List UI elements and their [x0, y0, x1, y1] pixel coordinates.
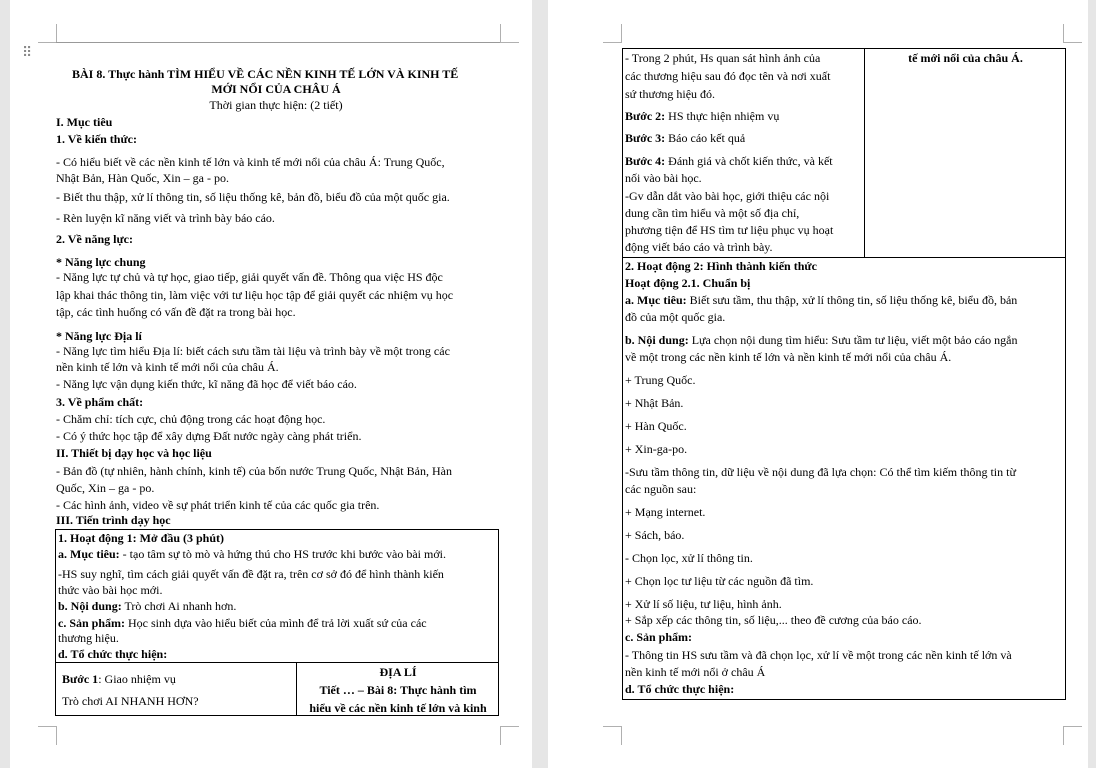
table-divider: [864, 48, 865, 258]
activity1-heading: 1. Hoạt động 1: Mở đầu (3 phút): [58, 531, 225, 545]
drag-handle-icon[interactable]: ⠿: [22, 45, 34, 61]
step4-label: Bước 4:: [625, 154, 666, 168]
list-item: + Xử lí số liệu, tư liệu, hình ảnh.: [625, 597, 782, 611]
step1-text: : Giao nhiệm vụ: [98, 672, 176, 686]
text-line: - Năng lực tự chủ và tự học, giao tiếp, giải quyết vấn đề. Thông qua việc HS độc: [56, 270, 443, 284]
section-process: III. Tiến trình dạy học: [56, 513, 171, 527]
section-objectives: I. Mục tiêu: [56, 115, 113, 129]
step2-text: HS thực hiện nhiệm vụ: [665, 109, 780, 123]
product-label: c. Sản phẩm:: [58, 616, 126, 630]
lesson-duration: Thời gian thực hiện: (2 tiết): [209, 98, 343, 112]
step3-text: Báo cáo kết quả: [665, 131, 746, 145]
content-text: Trò chơi Ai nhanh hơn.: [121, 599, 237, 613]
list-item: + Nhật Bản.: [625, 396, 684, 410]
lesson-title-line1: BÀI 8. Thực hành TÌM HIỂU VỀ CÁC NỀN KINH TẾ LỚN VÀ KINH TẾ: [72, 67, 459, 81]
list-item: + Mạng internet.: [625, 505, 706, 519]
subject-label: ĐỊA LÍ: [379, 665, 417, 679]
header-line: [56, 42, 500, 43]
objective-text: - tạo tâm sự tò mò và hứng thú cho HS trước khi bước vào bài mới.: [119, 547, 446, 561]
margin-corner-bottom-right: [500, 726, 519, 745]
text-line: nền kinh tế lớn và kinh tế mới nổi của châu Á.: [56, 360, 279, 374]
objective-text: Biết sưu tầm, thu thập, xử lí thông tin, số liệu thống kê, biểu đồ, bản: [686, 293, 1018, 307]
text-line: -Gv dẫn dắt vào bài học, giới thiệu các nội: [625, 189, 830, 203]
list-item: + Trung Quốc.: [625, 373, 696, 387]
margin-corner-top-left: [38, 24, 57, 43]
text-line: lập khai thác thông tin, làm việc với tư liệu học tập để giải quyết các nhiệm vụ học: [56, 288, 454, 302]
document-page-left: [10, 0, 532, 768]
text-line: phương tiện để HS tìm tư liệu phục vụ hoạt: [625, 223, 834, 237]
period-title-end: tế mới nổi của châu Á.: [908, 51, 1023, 65]
text-line: - Chọn lọc, xử lí thông tin.: [625, 551, 753, 565]
product-label: c. Sản phẩm:: [625, 630, 693, 644]
step4-text: Đánh giá và chốt kiến thức, và kết: [665, 154, 833, 168]
geography-competence-heading: * Năng lực Địa lí: [56, 329, 142, 343]
objective-label: a. Mục tiêu:: [625, 293, 687, 307]
text-line: - Chăm chỉ: tích cực, chủ động trong các hoạt động học.: [56, 412, 326, 426]
list-item: + Sách, báo.: [625, 528, 685, 542]
text-line: - Bản đồ (tự nhiên, hành chính, kinh tế) của bốn nước Trung Quốc, Nhật Bản, Hàn: [56, 464, 452, 478]
activity2-1-heading: Hoạt động 2.1. Chuẩn bị: [625, 276, 751, 290]
subsection-qualities: 3. Về phẩm chất:: [56, 395, 144, 409]
general-competence-heading: * Năng lực chung: [56, 255, 146, 269]
text-line: sứ thương hiệu đó.: [625, 87, 716, 101]
text-line: -Sưu tầm thông tin, dữ liệu về nội dung đã lựa chọn: Có thể tìm kiếm thông tin từ: [625, 465, 1016, 479]
activity2-heading: 2. Hoạt động 2: Hình thành kiến thức: [625, 259, 817, 273]
text-line: thức vào bài học mới.: [58, 583, 163, 597]
text-line: - Rèn luyện kĩ năng viết và trình bày báo cáo.: [56, 211, 275, 225]
game-name: Trò chơi AI NHANH HƠN?: [62, 694, 199, 708]
content-text: Lựa chọn nội dung tìm hiểu: Sưu tầm tư liệu, viết một bảo cáo ngắn: [688, 333, 1018, 347]
subsection-knowledge: 1. Về kiến thức:: [56, 132, 137, 146]
margin-corner-top-right: [500, 24, 519, 43]
text-line: các nguồn sau:: [625, 482, 697, 496]
step2-label: Bước 2:: [625, 109, 666, 123]
text-line: - Có hiểu biết về các nền kinh tế lớn và kinh tế mới nổi của châu Á: Trung Quốc,: [56, 155, 445, 169]
section-equipment: II. Thiết bị dạy học và học liệu: [56, 446, 212, 460]
text-line: - Biết thu thập, xử lí thông tin, số liệu thống kê, bản đồ, biểu đồ của một quốc gia.: [56, 190, 450, 204]
content-label: b. Nội dung:: [625, 333, 689, 347]
table-divider: [55, 662, 499, 663]
text-line: thương hiệu.: [58, 631, 119, 645]
text-line: - Có ý thức học tập để xây dựng Đất nước ngày càng phát triển.: [56, 429, 362, 443]
list-item: + Xin-ga-po.: [625, 442, 688, 456]
lesson-title-line2: MỚI NỔI CỦA CHÂU Á: [211, 82, 341, 96]
content-label: b. Nội dung:: [58, 599, 122, 613]
text-line: - Trong 2 phút, Hs quan sát hình ảnh của: [625, 51, 821, 65]
step3-label: Bước 3:: [625, 131, 666, 145]
margin-corner-top-right: [1063, 24, 1082, 43]
text-line: dung cần tìm hiểu và một số địa chỉ,: [625, 206, 800, 220]
margin-corner-bottom-left: [603, 726, 622, 745]
document-page-right: [548, 0, 1088, 768]
text-line: - Thông tin HS sưu tầm và đã chọn lọc, xử lí về một trong các nền kinh tế lớn và: [625, 648, 1012, 662]
objective-label: a. Mục tiêu:: [58, 547, 120, 561]
text-line: - Năng lực tìm hiểu Địa lí: biết cách sưu tầm tài liệu và trình bày về một trong các: [56, 344, 450, 358]
text-line: Nhật Bản, Hàn Quốc, Xin – ga - po.: [56, 171, 229, 185]
text-line: các thương hiệu sau đó đọc tên và nơi xuất: [625, 69, 831, 83]
organization-label: d. Tổ chức thực hiện:: [625, 682, 735, 696]
text-line: - Các hình ảnh, video về sự phát triển kinh tế của các quốc gia trên.: [56, 498, 380, 512]
period-title-cont: hiểu về các nền kinh tế lớn và kinh: [309, 701, 487, 715]
text-line: đồ của một quốc gia.: [625, 310, 726, 324]
text-line: - Năng lực vận dụng kiến thức, kĩ năng đã học để viết báo cáo.: [56, 377, 357, 391]
list-item: + Sắp xếp các thông tin, số liệu,... theo đề cương của báo cáo.: [625, 613, 922, 627]
text-line: tập, các tình huống có vấn đề đặt ra trong bài học.: [56, 305, 296, 319]
text-line: -HS suy nghĩ, tìm cách giải quyết vấn đề đặt ra, trên cơ sở đó để hình thành kiến: [58, 567, 444, 581]
text-line: Quốc, Xin – ga - po.: [56, 481, 155, 495]
text-line: nền kinh tế mới nổi ở châu Á: [625, 665, 766, 679]
list-item: + Hàn Quốc.: [625, 419, 687, 433]
margin-corner-top-left: [603, 24, 622, 43]
text-line: động viết báo cáo và trình bày.: [625, 240, 773, 254]
margin-corner-bottom-right: [1063, 726, 1082, 745]
text-line: nối vào bài học.: [625, 171, 702, 185]
text-line: về một trong các nền kinh tế lớn và nền kinh tế mới nổi của châu Á.: [625, 350, 952, 364]
product-text: Học sinh dựa vào hiểu biết của mình để trả lời xuất sứ của các: [125, 616, 427, 630]
margin-corner-bottom-left: [38, 726, 57, 745]
period-title: Tiết … – Bài 8: Thực hành tìm: [319, 683, 477, 697]
subsection-competence: 2. Về năng lực:: [56, 232, 133, 246]
list-item: + Chọn lọc tư liệu từ các nguồn đã tìm.: [625, 574, 814, 588]
step1-label: Bước 1: [62, 672, 99, 686]
organization-label: d. Tổ chức thực hiện:: [58, 647, 168, 661]
